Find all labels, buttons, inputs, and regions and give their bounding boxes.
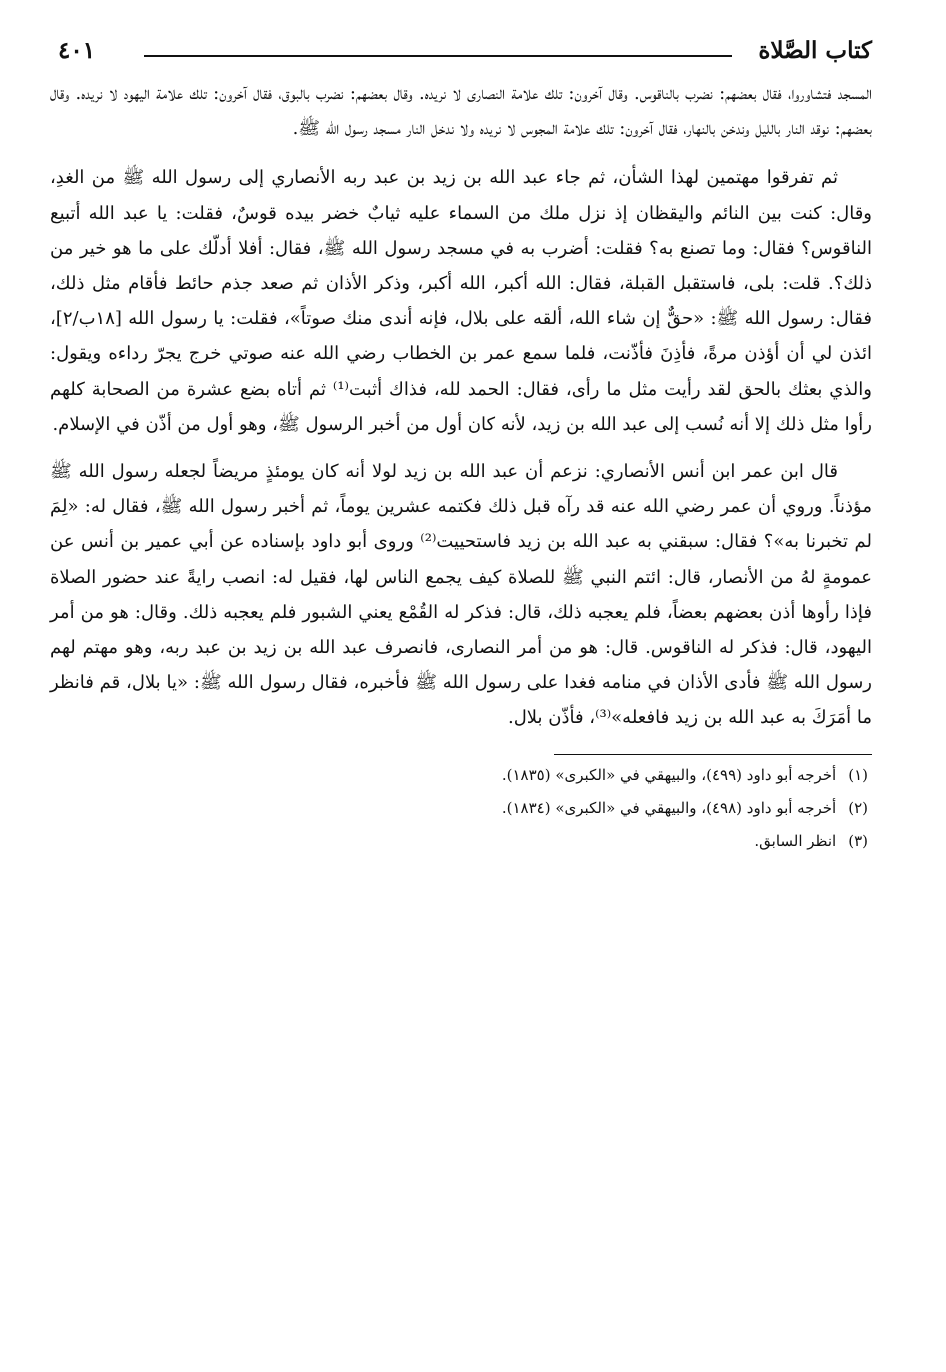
footnote-1-number: (١)	[848, 765, 868, 784]
paragraph-1: المسجد فتشاوروا، فقال بعضهم: نضرب بالناقوس. وقال آخرون: تلك علامة النصارى لا نريده. وقال بعضهم: نضرب بالبوق، فقال آخرون: تلك علامة اليهود لا نريده. وقال بعضهم: نوقد النار بالليل وندخن بالنهار، فقال آخرون: تلك علامة المجوس لا نريده ولا ندخل النار مسجد رسول الله ﷺ.	[50, 83, 872, 140]
running-title: كتاب الصَّلاة	[758, 37, 872, 64]
footnote-1-text: أخرجه أبو داود (٤٩٩)، والبيهقي في «الكبرى» (١٨٣٥).	[501, 765, 837, 784]
footnote-divider	[554, 754, 872, 755]
paragraph-3: قال ابن عمر ابن أنس الأنصاري: نزعم أن عبد الله بن زيد لولا أنه كان يومئذٍ مريضاً لجعله رسول الله ﷺ مؤذناً. وروي أن عمر رضي الله عنه قد رآه قبل ذلك فكتمه عشرين يوماً، ثم أخبر رسول الله ﷺ، فقال له: «لِمَ لم تخبرنا به»؟ فقال: سبقني به عبد الله بن زيد فاستحييت⁽²⁾ وروى أبو داود بإسناده عن أبي عمير بن أنس عن عمومةٍ لهُ من الأنصار، قال: ائتم النبي ﷺ للصلاة كيف يجمع الناس لها، فقيل له: انصب رايةً عند حضور الصلاة فإذا رأوها أذن بعضهم بعضاً، فلم يعجبه ذلك، قال: فذكر له القُمْع يعني الشبور فلم يعجبه ذلك. وقال: هو من أمر اليهود، قال: فذكر له الناقوس. قال: هو من أمر النصارى، فانصرف عبد الله بن زيد بن عبد ربه، وهو مهتم لهم رسول الله ﷺ فأدى الأذان في منامه فغدا على رسول الله ﷺ فأخبره، فقال رسول الله ﷺ: «يا بلال، قم فانظر ما أمَرَكَ به عبد الله بن زيد فافعله»⁽³⁾، فأذّن بلال.	[50, 461, 872, 729]
footnotes	[50, 765, 872, 851]
book-page	[50, 26, 872, 864]
header-rule	[144, 55, 732, 57]
footnote-2-number: (٢)	[848, 798, 868, 817]
footnote-1	[50, 765, 872, 785]
footnote-3	[50, 831, 872, 851]
page-number: ٤٠١	[58, 37, 96, 64]
footnote-3-text: انظر السابق.	[754, 831, 837, 850]
footnote-2	[50, 798, 872, 818]
body-text	[50, 76, 872, 736]
footnote-3-number: (٣)	[848, 831, 868, 850]
footnote-2-text: أخرجه أبو داود (٤٩٨)، والبيهقي في «الكبرى» (١٨٣٤).	[501, 798, 837, 817]
page-header	[50, 26, 872, 72]
paragraph-2: ثم تفرقوا مهتمين لهذا الشأن، ثم جاء عبد الله بن زيد بن عبد ربه الأنصاري إلى رسول الله ﷺ من الغدِ، وقال: كنت بين النائم واليقظان إذ نزل ملك من السماء عليه ثيابٌ خضر بيده قوسٌ، فقلت: يا عبد الله أتبيع الناقوس؟ فقال: وما تصنع به؟ فقلت: أضرب به في مسجد رسول الله ﷺ، فقال: أفلا أدلّك على ما هو خير من ذلك؟. قلت: بلى، فاستقبل القبلة، فقال: الله أكبر، الله أكبر، وذكر الأذان ثم صعد جذم حائط فأقام مثل ذلك، فقال: رسول الله ﷺ: «حقٌّ إن شاء الله، ألقه على بلال، فإنه أندى منك صوتاً»، فقلت: يا رسول الله [١٨ب/٢]، ائذن لي أن أؤذن مرةً، فأذِنَ فأذّنت، فلما سمع عمر بن الخطاب رضي الله عنه صوتي خرج يجرّ رداءه ويقول: والذي بعثك بالحق لقد رأيت مثل ما رأى، فقال: الحمد لله، فذاك أثبت⁽¹⁾ ثم أتاه بضع عشرة من الصحابة كلهم رأوا مثل ذلك إلا أنه نُسب إلى عبد الله بن زيد، لأنه كان أول من أخبر الرسول ﷺ، وهو أول من أذّن في الإسلام.	[50, 167, 872, 435]
